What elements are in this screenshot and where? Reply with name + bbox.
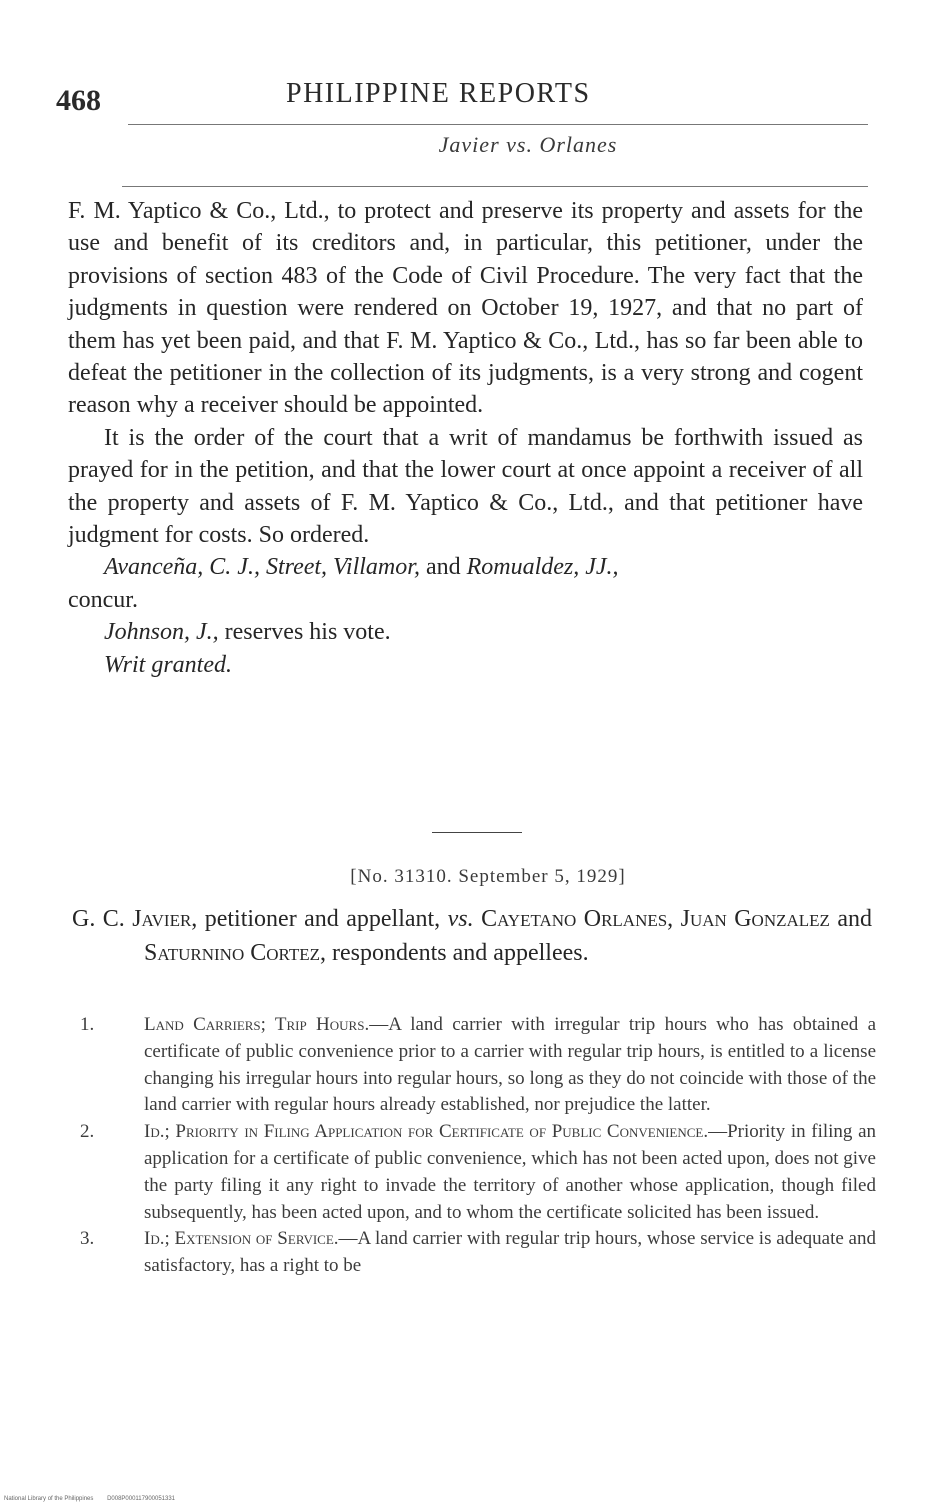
- syllabus-number: 3.: [80, 1228, 95, 1250]
- page-header: [56, 72, 868, 122]
- syllabus-text: —A land carrier with regular trip hours, whose service is adequate and satisfactory, has a right to be: [144, 1228, 876, 1277]
- syllabus-heading: Id.; Extension of Service.: [144, 1228, 339, 1250]
- syllabus-item: [80, 1012, 876, 1119]
- syllabus-heading: Land Carriers; Trip Hours.: [144, 1014, 370, 1035]
- syllabus-item: [80, 1119, 876, 1226]
- syllabus: [80, 1012, 876, 1280]
- case-parties: [72, 902, 872, 970]
- petitioner-name: G. C. Javier,: [72, 906, 198, 932]
- concur-and: and: [425, 554, 461, 581]
- syllabus-text: —Priority in filing an application for a certificate of public convenience, which has not been acted upon, does not give the party filing it any right to invade the territory of another whose application, though filed subsequently, has been acted upon, and to whom the certificate solicited has been issued.: [144, 1121, 876, 1223]
- paragraph-1: F. M. Yaptico & Co., Ltd., to protect and preserve its property and assets for the use and benefit of its creditors and, in particular, this petitioner, under the provisions of section 483 of the Code of Civil Procedure. The very fact that the judgments in question were rendered on October 19, 1927, and that no part of them has yet been paid, and that F. M. Yaptico & Co., Ltd., has so far been able to defeat the petitioner in the collection of its judgments, is a very strong and cogent reason why a receiver should be appointed.: [68, 198, 863, 419]
- syllabus-text: —A land carrier with irregular trip hours who has obtained a certificate of public convenience prior to a carrier with regular trip hours, is entitled to a license changing his irregular hours into regular hours, so long as they do not coincide with those of the land carrier with regular hours already established, nor prejudice the latter.: [144, 1014, 877, 1116]
- running-title: PHILIPPINE REPORTS: [286, 78, 591, 109]
- respondents-1: Cayetano Orlanes, Juan Gonzalez: [481, 906, 830, 932]
- respondents-and: and: [837, 906, 873, 932]
- respondents-2: Saturnino Cortez,: [144, 940, 326, 966]
- respondents-role: respondents and appellees.: [332, 940, 589, 966]
- concurrence: [68, 551, 863, 583]
- disposition: Writ granted.: [104, 651, 233, 678]
- paragraph-2: It is the order of the court that a writ of mandamus be forthwith issued as prayed for in the petition, and that the lower court at once appoint a receiver of all the property and assets of F. M. Yaptico & Co., Ltd., and that petitioner have judgment for costs. So ordered.: [68, 424, 863, 549]
- syllabus-heading: Id.; Priority in Filing Application for Certificate of Public Convenience.: [144, 1121, 709, 1143]
- reserving-justice: Johnson, J.,: [104, 619, 219, 646]
- concurring-justices: Avanceña, C. J., Street, Villamor,: [104, 554, 420, 581]
- syllabus-number: 1.: [80, 1014, 95, 1035]
- footer-library: National Library of the Philippines: [4, 1496, 94, 1502]
- syllabus-item: [80, 1226, 876, 1280]
- page-number: 468: [56, 84, 101, 117]
- main-text: [68, 195, 863, 681]
- case-title: Javier vs. Orlanes: [438, 132, 618, 157]
- case-number: [No. 31310. September 5, 1929]: [350, 866, 626, 887]
- header-rule-bottom: [122, 186, 868, 187]
- petitioner-role: petitioner and appellant,: [204, 906, 441, 932]
- header-rule-top: [128, 124, 868, 125]
- scan-footer: [4, 1496, 187, 1502]
- concur-word: concur.: [68, 586, 138, 613]
- versus: vs.: [447, 906, 474, 932]
- reservation: [68, 616, 863, 648]
- footer-code: D008P000117900051331: [107, 1496, 176, 1502]
- concurring-justice-last: Romualdez, JJ.,: [466, 554, 619, 581]
- syllabus-number: 2.: [80, 1121, 95, 1143]
- page: [56, 0, 877, 1505]
- section-divider: [432, 832, 522, 833]
- parties-line: [72, 902, 872, 970]
- reserve-text: reserves his vote.: [224, 619, 391, 646]
